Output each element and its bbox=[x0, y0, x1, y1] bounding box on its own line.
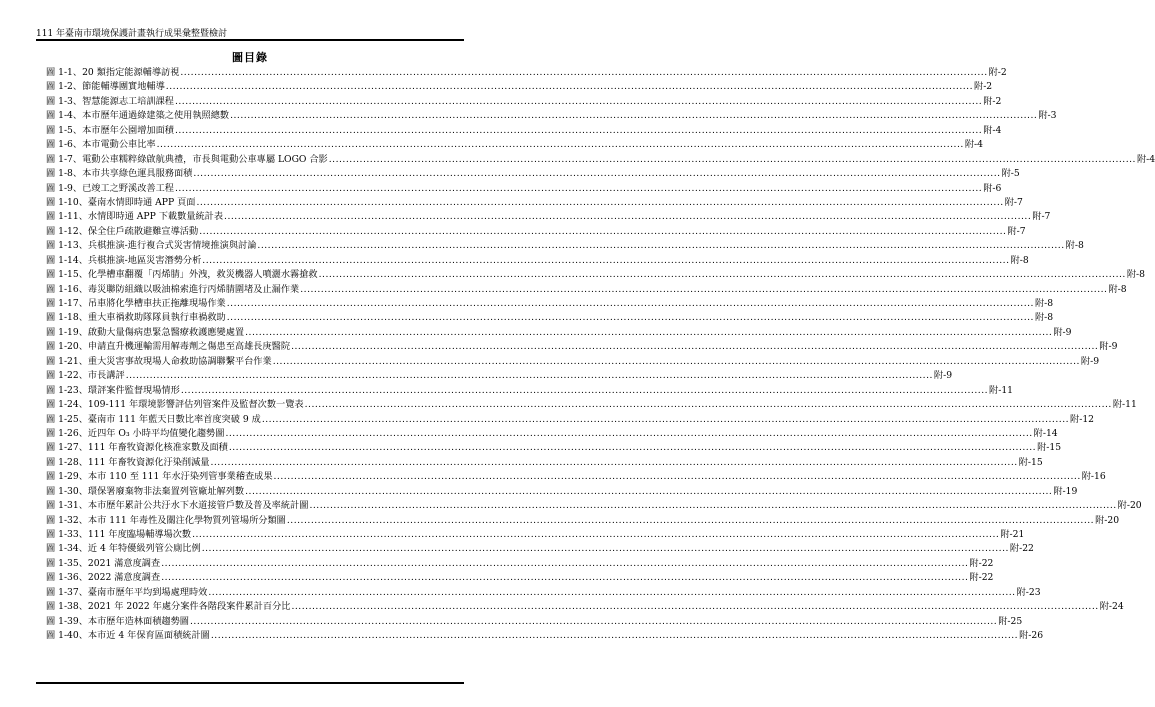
dot-leader bbox=[329, 153, 1136, 167]
toc-entry-label: 圖 1-34、近 4 年特優級列管公廁比例 bbox=[46, 543, 201, 555]
toc-entry-page: 附-8 bbox=[1126, 269, 1145, 281]
dot-leader bbox=[192, 528, 999, 542]
toc-entry-label: 圖 1-11、水情即時通 APP 下載數量統計表 bbox=[46, 211, 224, 223]
toc-entry-label: 圖 1-25、臺南市 111 年藍天日數比率首度突破 9 成 bbox=[46, 413, 261, 425]
figure-list bbox=[46, 66, 1155, 644]
toc-entry[interactable] bbox=[46, 311, 1054, 325]
toc-entry-page: 附-25 bbox=[998, 615, 1023, 627]
toc-entry-page: 附-20 bbox=[1117, 500, 1142, 512]
toc-entry-page: 附-9 bbox=[1053, 326, 1072, 338]
toc-entry-label: 圖 1-6、本市電動公車比率 bbox=[46, 139, 156, 151]
toc-entry-page: 附-9 bbox=[1080, 355, 1100, 367]
toc-entry-page: 附-20 bbox=[1095, 514, 1120, 526]
dot-leader bbox=[305, 398, 1112, 412]
toc-entry-page: 附-23 bbox=[1016, 586, 1041, 598]
toc-entry-page: 附-2 bbox=[983, 95, 1002, 107]
dot-leader bbox=[257, 239, 1064, 253]
toc-entry[interactable] bbox=[46, 268, 1145, 282]
toc-entry-page: 附-22 bbox=[1009, 543, 1034, 555]
toc-entry-page: 附-8 bbox=[1065, 240, 1084, 252]
dot-leader bbox=[273, 355, 1080, 369]
toc-entry-label: 圖 1-1、20 類指定能源輔導訪視 bbox=[46, 67, 180, 78]
toc-entry-page: 附-8 bbox=[1010, 254, 1029, 266]
toc-entry-label: 圖 1-5、本市歷年公園增加面積 bbox=[46, 124, 174, 136]
dot-leader bbox=[196, 196, 1003, 210]
toc-entry-page: 附-9 bbox=[1099, 341, 1118, 353]
toc-entry-page: 附-7 bbox=[1004, 196, 1023, 208]
toc-entry-label: 圖 1-8、本市共享綠色運具服務面積 bbox=[46, 168, 193, 180]
toc-entry[interactable] bbox=[46, 167, 1020, 181]
toc-entry[interactable] bbox=[46, 297, 1054, 311]
toc-entry-label: 圖 1-26、近四年 O₃ 小時平均值變化趨勢圖 bbox=[46, 427, 225, 439]
toc-entry-page: 附-4 bbox=[983, 124, 1002, 136]
toc-entry[interactable] bbox=[46, 182, 1002, 196]
toc-entry-label: 圖 1-40、本市近 4 年保育區面積統計圖 bbox=[46, 630, 210, 642]
toc-entry[interactable] bbox=[46, 413, 1095, 427]
dot-leader bbox=[161, 557, 968, 571]
toc-entry-page: 附-6 bbox=[983, 182, 1002, 194]
toc-entry[interactable] bbox=[46, 138, 983, 152]
dot-leader bbox=[175, 95, 982, 109]
dot-leader bbox=[126, 369, 933, 383]
toc-entry[interactable] bbox=[46, 239, 1084, 253]
toc-entry[interactable] bbox=[46, 66, 1007, 80]
dot-leader bbox=[202, 542, 1009, 556]
toc-entry[interactable] bbox=[46, 456, 1043, 470]
toc-entry-label: 圖 1-22、市長講評 bbox=[46, 370, 125, 382]
dot-leader bbox=[175, 182, 982, 196]
toc-entry-page: 附-5 bbox=[1001, 168, 1020, 180]
toc-entry-label: 圖 1-13、兵棋推演-進行複合式災害情境推演與討論 bbox=[46, 240, 257, 252]
toc-entry-page: 附-26 bbox=[1019, 630, 1044, 642]
toc-entry[interactable] bbox=[46, 600, 1124, 614]
toc-entry-label: 圖 1-2、節能輔導團實地輔導 bbox=[46, 81, 165, 93]
toc-entry-label: 圖 1-27、111 年畜牧資源化核准家數及面積 bbox=[46, 442, 228, 454]
toc-entry[interactable] bbox=[46, 254, 1029, 268]
toc-entry-page: 附-4 bbox=[964, 139, 983, 151]
toc-entry[interactable] bbox=[46, 283, 1127, 297]
dot-leader bbox=[319, 268, 1126, 282]
toc-entry-page: 附-22 bbox=[969, 557, 994, 569]
toc-entry-label: 圖 1-39、本市歷年造林面積趨勢圖 bbox=[46, 615, 189, 627]
toc-entry-label: 圖 1-17、吊車將化學槽車扶正拖離現場作業 bbox=[46, 298, 226, 309]
toc-entry[interactable] bbox=[46, 629, 1044, 643]
dot-leader bbox=[210, 456, 1017, 470]
toc-entry[interactable] bbox=[46, 499, 1142, 513]
toc-entry[interactable] bbox=[46, 528, 1025, 542]
toc-entry[interactable] bbox=[46, 355, 1100, 369]
dot-leader bbox=[190, 615, 997, 629]
toc-title: 圖目錄 bbox=[232, 51, 268, 64]
dot-leader bbox=[180, 66, 987, 80]
toc-entry-label: 圖 1-9、已竣工之野溪改善工程 bbox=[46, 182, 174, 194]
toc-entry-label: 圖 1-18、重大車禍救助隊隊員執行車禍救助 bbox=[46, 312, 226, 324]
toc-entry-page: 附-2 bbox=[988, 67, 1007, 78]
dot-leader bbox=[225, 427, 1032, 441]
dot-leader bbox=[291, 340, 1098, 354]
dot-leader bbox=[211, 629, 1018, 643]
toc-entry-page: 附-21 bbox=[1000, 529, 1025, 540]
dot-leader bbox=[274, 470, 1081, 484]
dot-leader bbox=[202, 254, 1009, 268]
dot-leader bbox=[291, 600, 1098, 614]
toc-entry-page: 附-8 bbox=[1108, 283, 1127, 295]
toc-entry[interactable] bbox=[46, 557, 994, 571]
dot-leader bbox=[227, 311, 1034, 325]
toc-entry-page: 附-16 bbox=[1081, 471, 1106, 483]
dot-leader bbox=[175, 124, 982, 138]
dot-leader bbox=[224, 210, 1031, 224]
toc-entry-page: 附-7 bbox=[1007, 225, 1026, 237]
toc-entry[interactable] bbox=[46, 326, 1072, 340]
toc-entry[interactable] bbox=[46, 369, 953, 383]
dot-leader bbox=[227, 297, 1034, 311]
toc-entry-page: 附-19 bbox=[1053, 485, 1078, 497]
toc-entry[interactable] bbox=[46, 109, 1057, 123]
toc-entry-label: 圖 1-3、智慧能源志工培訓課程 bbox=[46, 95, 174, 107]
toc-entry-label: 圖 1-20、申請直升機運輸需用解毒劑之傷患至高雄長庚醫院 bbox=[46, 341, 291, 353]
toc-entry-page: 附-8 bbox=[1034, 298, 1054, 309]
toc-entry[interactable] bbox=[46, 153, 1155, 167]
toc-entry[interactable] bbox=[46, 124, 1002, 138]
toc-entry[interactable] bbox=[46, 571, 994, 585]
toc-entry-label: 圖 1-16、毒災聯防組織以吸油棉索進行丙烯腈圍堵及止漏作業 bbox=[46, 283, 300, 295]
toc-entry-label: 圖 1-31、本市歷年累計公共汙水下水道接管戶數及普及率統計圖 bbox=[46, 500, 309, 512]
toc-entry[interactable] bbox=[46, 615, 1023, 629]
toc-entry-page: 附-14 bbox=[1033, 427, 1058, 439]
toc-entry-label: 圖 1-12、保全住戶疏散避難宣導活動 bbox=[46, 225, 199, 237]
toc-entry[interactable] bbox=[46, 210, 1051, 224]
toc-entry[interactable] bbox=[46, 470, 1106, 484]
toc-entry-label: 圖 1-38、2021 年 2022 年處分案件各階段案件累計百分比 bbox=[46, 601, 291, 613]
toc-entry-label: 圖 1-7、電動公車糯粹綠啟航典禮，市長與電動公車專屬 LOGO 合影 bbox=[46, 153, 328, 165]
toc-entry-page: 附-15 bbox=[1037, 442, 1062, 454]
toc-entry[interactable] bbox=[46, 441, 1062, 455]
toc-entry[interactable] bbox=[46, 586, 1041, 600]
toc-entry-label: 圖 1-19、啟動大量傷病患緊急醫療救護應變處置 bbox=[46, 326, 245, 338]
toc-entry-label: 圖 1-33、111 年度臨場輔導場次數 bbox=[46, 529, 192, 540]
toc-entry[interactable] bbox=[46, 95, 1002, 109]
toc-entry-label: 圖 1-21、重大災害事故現場人命救助協調聯繫平台作業 bbox=[46, 355, 272, 367]
toc-entry[interactable] bbox=[46, 225, 1026, 239]
toc-entry-label: 圖 1-10、臺南水情即時通 APP 頁面 bbox=[46, 196, 196, 208]
toc-entry-page: 附-2 bbox=[974, 81, 993, 93]
dot-leader bbox=[287, 514, 1094, 528]
dot-leader bbox=[262, 413, 1069, 427]
footer-rule bbox=[36, 682, 464, 684]
toc-entry-label: 圖 1-29、本市 110 至 111 年水汙染列管事業稽查成果 bbox=[46, 471, 273, 483]
toc-entry-page: 附-22 bbox=[969, 572, 994, 584]
toc-entry[interactable] bbox=[46, 485, 1078, 499]
toc-entry-label: 圖 1-24、109-111 年環境影響評估列管案件及監督次數一覽表 bbox=[46, 399, 304, 411]
toc-entry-label: 圖 1-30、環保署廢棄物非法棄置列管廠址解列數 bbox=[46, 485, 245, 497]
dot-leader bbox=[157, 138, 964, 152]
toc-entry[interactable] bbox=[46, 542, 1034, 556]
dot-leader bbox=[309, 499, 1116, 513]
toc-entry-label: 圖 1-4、本市歷年通過綠建築之使用執照總數 bbox=[46, 110, 230, 122]
toc-entry-label: 圖 1-37、臺南市歷年平均到場處理時效 bbox=[46, 586, 208, 598]
dot-leader bbox=[181, 384, 988, 398]
toc-entry-label: 圖 1-23、環評案件監督現場情形 bbox=[46, 384, 180, 396]
toc-entry-page: 附-15 bbox=[1018, 456, 1043, 468]
toc-entry[interactable] bbox=[46, 398, 1137, 412]
toc-entry-page: 附-11 bbox=[989, 384, 1014, 396]
toc-entry-page: 附-9 bbox=[933, 370, 953, 382]
running-header: 111 年臺南市環境保護計畫執行成果彙整暨檢討 bbox=[36, 29, 228, 39]
toc-entry-label: 圖 1-28、111 年畜牧資源化汙染削減量 bbox=[46, 456, 210, 468]
toc-entry[interactable] bbox=[46, 514, 1120, 528]
toc-entry-label: 圖 1-35、2021 滿意度調查 bbox=[46, 557, 161, 569]
toc-entry[interactable] bbox=[46, 340, 1118, 354]
dot-leader bbox=[245, 485, 1052, 499]
toc-entry[interactable] bbox=[46, 384, 1014, 398]
toc-entry-label: 圖 1-14、兵棋推演-地區災害潛勢分析 bbox=[46, 254, 202, 266]
dot-leader bbox=[193, 167, 1000, 181]
toc-entry-page: 附-11 bbox=[1112, 399, 1137, 411]
toc-entry-label: 圖 1-32、本市 111 年毒性及關注化學物質列管場所分類圖 bbox=[46, 514, 286, 526]
toc-entry-label: 圖 1-15、化學槽車翻覆「丙烯腈」外洩，救災機器人噴灑水霧搶救 bbox=[46, 269, 318, 281]
toc-entry-page: 附-12 bbox=[1070, 413, 1095, 425]
toc-entry-page: 附-3 bbox=[1038, 110, 1057, 122]
dot-leader bbox=[208, 586, 1015, 600]
dot-leader bbox=[300, 283, 1107, 297]
toc-entry-page: 附-8 bbox=[1034, 312, 1054, 324]
dot-leader bbox=[161, 571, 968, 585]
dot-leader bbox=[230, 109, 1037, 123]
dot-leader bbox=[166, 80, 973, 94]
dot-leader bbox=[245, 326, 1052, 340]
toc-entry[interactable] bbox=[46, 80, 993, 94]
toc-entry[interactable] bbox=[46, 196, 1023, 210]
toc-entry-page: 附-4 bbox=[1136, 153, 1155, 165]
dot-leader bbox=[229, 441, 1036, 455]
toc-entry-page: 附-24 bbox=[1099, 601, 1124, 613]
header-rule bbox=[36, 39, 464, 41]
toc-entry[interactable] bbox=[46, 427, 1058, 441]
toc-entry-label: 圖 1-36、2022 滿意度調查 bbox=[46, 572, 161, 584]
dot-leader bbox=[199, 225, 1006, 239]
toc-entry-page: 附-7 bbox=[1032, 211, 1051, 223]
